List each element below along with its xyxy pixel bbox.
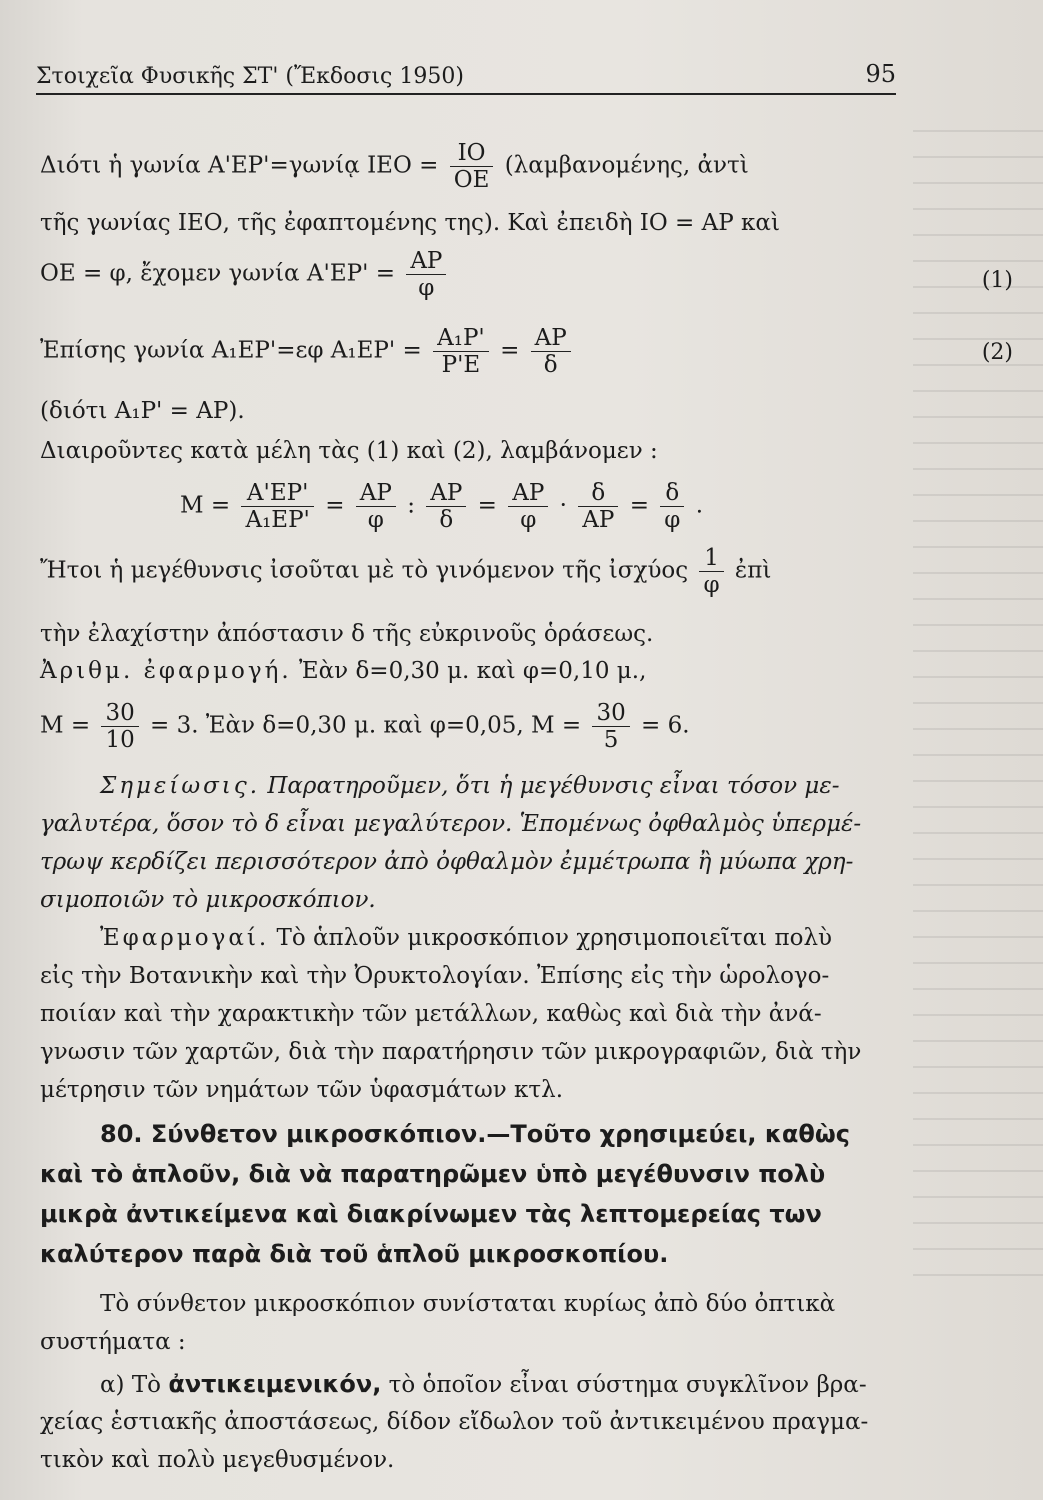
section-80-line-4: καλύτερον παρὰ διὰ τοῦ ἁπλοῦ μικροσκοπίου. — [40, 1240, 669, 1268]
fraction-a1p-pe: $\frac{\text{Α₁Ρ'}}{P'E}$ — [433, 325, 489, 378]
text-line-2: τῆς γωνίας ΙΕΟ, τῆς ἐφαπτομένης της). Καὶ ἐπειδὴ ΙΟ = ΑΡ καὶ — [40, 210, 780, 236]
bleed-through-texture — [913, 130, 1043, 1280]
section-80-line-3: μικρὰ ἀντικείμενα καὶ διακρίνωμεν τὰς λεπτομερείας των — [40, 1200, 822, 1228]
header-title: Στοιχεῖα Φυσικῆς ΣΤ' (Ἔκδοσις 1950) — [36, 64, 464, 89]
example-label: Ἀριθμ. ἐφαρμογή. — [40, 658, 292, 684]
note-line-2: γαλυτέρα, ὅσον τὸ δ εἶναι μεγαλύτερον. Ἑπομένως ὀφθαλμὸς ὑπερμέ- — [40, 811, 862, 837]
text-line-8: Ἤτοι ἡ μεγέθυνσις ἰσοῦται μὲ τὸ γινόμενον τῆς ἰσχύος $\frac{1}{\varphi}$ ἐπὶ — [40, 545, 772, 598]
example-line: Ἀριθμ. ἐφαρμογή. Ἐὰν δ=0,30 μ. καὶ φ=0,10 μ., — [40, 658, 647, 684]
applications-line-3: ποιίαν καὶ τὴν χαρακτικὴν τῶν μετάλλων, καθὼς καὶ διὰ τὴν ἀνά- — [40, 1001, 822, 1027]
fraction-io-oe: $\frac{IO}{OE}$ — [450, 140, 494, 193]
applications-label: Ἐφαρμογαί. — [100, 925, 270, 951]
fraction-one-phi: $\frac{1}{\varphi}$ — [699, 545, 723, 598]
paragraph-line-2: συστήματα : — [40, 1329, 186, 1355]
text-line-9: τὴν ἐλαχίστην ἀπόστασιν δ τῆς εὐκρινοῦς ὁράσεως. — [40, 621, 654, 647]
magnification-formula: Μ = $\frac{A'EP'}{\text{Α₁ΕΡ'}}$ = $\frac{AP}{\varphi}$ : $\frac{AP}{\delta}$ = $\frac{AP}{\varphi}$ · $\frac{\delta}{AP}$ = $\frac{\delta}{\varphi}$ . — [180, 480, 704, 533]
applications-line-4: γνωσιν τῶν χαρτῶν, διὰ τὴν παρατήρησιν τῶν μικρογραφιῶν, διὰ τὴν — [40, 1039, 862, 1065]
note-line-3: τρωψ κερδίζει περισσότερον ἀπὸ ὀφθαλμὸν ἐμμέτρωπα ἢ μύωπα χρη- — [40, 849, 854, 875]
item-a-line-2: χείας ἑστιακῆς ἀποστάσεως, δίδον εἴδωλον τοῦ ἀντικειμένου πραγμα- — [40, 1409, 869, 1435]
applications-line-5: μέτρησιν τῶν νημάτων τῶν ὑφασμάτων κτλ. — [40, 1077, 564, 1103]
fraction-ap-delta: $\frac{AP}{\delta}$ — [531, 325, 571, 378]
applications-line-1: Ἐφαρμογαί. Τὸ ἁπλοῦν μικροσκόπιον χρησιμοποιεῖται πολὺ — [100, 925, 833, 951]
applications-line-2: εἰς τὴν Βοτανικὴν καὶ τὴν Ὀρυκτολογίαν. Ἐπίσης εἰς τὴν ὡρολογο- — [40, 963, 830, 989]
note-line-4: σιμοποιῶν τὸ μικροσκόπιον. — [40, 887, 376, 913]
example-result-line: Μ = $\frac{30}{10}$ = 3. Ἐὰν δ=0,30 μ. καὶ φ=0,05, Μ = $\frac{30}{5}$ = 6. — [40, 700, 690, 753]
note-label: Σημείωσις. — [100, 773, 261, 799]
fraction-ap-phi: $\frac{AP}{\varphi}$ — [406, 248, 446, 301]
formula-line-3: ΟΕ = φ, ἔχομεν γωνία Α'ΕΡ' = $\frac{AP}{\varphi}$ — [40, 248, 920, 301]
note-line-1: Σημείωσις. Παρατηροῦμεν, ὅτι ἡ μεγέθυνσις εἶναι τόσον με- — [100, 773, 840, 799]
text-line-5: (διότι Α₁Ρ' = ΑΡ). — [40, 398, 245, 424]
equation-number-1: (1) — [981, 268, 1013, 293]
equation-number-2: (2) — [981, 340, 1013, 365]
item-a-line-3: τικὸν καὶ πολὺ μεγεθυσμένον. — [40, 1447, 395, 1473]
objective-term: ἀντικειμενικόν, — [168, 1370, 382, 1398]
formula-line-4: Ἐπίσης γωνία Α₁ΕΡ'=εφ Α₁ΕΡ' = $\frac{\text{Α₁Ρ'}}{P'E}$ = $\frac{AP}{\delta}$ — [40, 325, 920, 378]
formula-line-1: Διότι ἡ γωνία Α'ΕΡ'=γωνίᾳ ΙΕΟ = $\frac{IO}{OE}$ (λαμβανομένης, ἀντὶ — [40, 140, 749, 193]
text-line-6: Διαιροῦντες κατὰ μέλη τὰς (1) καὶ (2), λαμβάνομεν : — [40, 438, 658, 464]
page-number: 95 — [865, 60, 896, 88]
section-80-heading: 80. Σύνθετον μικροσκόπιον.—Τοῦτο χρησιμεύει, καθὼς — [100, 1120, 850, 1148]
section-80-line-2: καὶ τὸ ἁπλοῦν, διὰ νὰ παρατηρῶμεν ὑπὸ μεγέθυνσιν πολὺ — [40, 1160, 826, 1188]
paragraph-line-1: Τὸ σύνθετον μικροσκόπιον συνίσταται κυρίως ἀπὸ δύο ὀπτικὰ — [100, 1291, 836, 1317]
item-a-line-1: α) Τὸ ἀντικειμενικόν, τὸ ὁποῖον εἶναι σύστημα συγκλῖνον βρα- — [100, 1370, 867, 1398]
running-header — [36, 60, 896, 95]
